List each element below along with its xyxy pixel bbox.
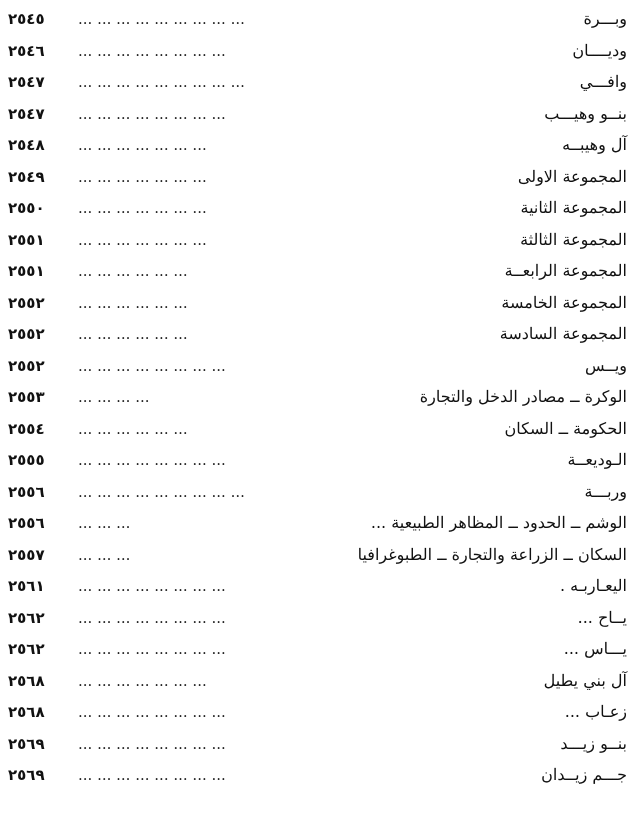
toc-entry-leader-dots: ... ... ... ... ... ... ... ... xyxy=(78,608,226,627)
toc-entry-leader-dots: ... ... ... ... ... ... ... ... xyxy=(78,356,226,375)
toc-entry-page-number: ٢٥٥١ xyxy=(8,262,45,280)
toc-entry-leader-dots: ... ... ... ... ... ... ... ... xyxy=(78,451,226,469)
toc-entry-title: الوكرة ــ مصادر الدخل والتجارة xyxy=(419,387,627,406)
toc-entry-title: المجموعة الرابعــة xyxy=(504,261,627,280)
toc-entry-page-number: ٢٥٥٠ xyxy=(8,199,45,217)
toc-entry-title: بنــو زيـــد xyxy=(560,733,627,753)
toc-entry-leader-dots: ... ... ... ... xyxy=(78,388,150,406)
toc-entry-page-number: ٢٥٥٦ xyxy=(8,514,45,532)
toc-entry-page-number: ٢٥٦٩ xyxy=(8,734,45,753)
toc-entry xyxy=(0,351,637,383)
toc-entry xyxy=(0,67,637,99)
toc-entry-page-number: ٢٥٤٦ xyxy=(8,41,45,60)
toc-entry xyxy=(0,36,637,68)
toc-entry-leader-dots: ... ... ... ... ... ... ... ... ... xyxy=(78,10,245,28)
toc-entry-leader-dots: ... ... ... ... ... ... ... xyxy=(78,199,207,217)
toc-entry-page-number: ٢٥٤٧ xyxy=(8,104,45,123)
toc-entry-leader-dots: ... ... ... ... ... ... ... ... xyxy=(78,577,226,595)
toc-entry-page-number: ٢٥٥١ xyxy=(8,230,45,249)
toc-entry-leader-dots: ... ... ... ... ... ... ... ... xyxy=(78,703,226,721)
toc-entry xyxy=(0,225,637,257)
toc-entry-leader-dots: ... ... ... xyxy=(78,545,131,564)
toc-entry-title: وديــــان xyxy=(572,40,627,60)
toc-entry-leader-dots: ... ... ... ... ... ... ... xyxy=(78,230,207,249)
toc-entry xyxy=(0,571,637,603)
toc-entry xyxy=(0,477,637,509)
toc-entry xyxy=(0,729,637,761)
toc-entry-title: زعـاب ... xyxy=(564,702,627,721)
toc-entry xyxy=(0,99,637,131)
toc-entry-title: يــاح ... xyxy=(577,607,627,627)
toc-entry-title: آل بني يطيل xyxy=(543,670,627,690)
toc-entry-page-number: ٢٥٦١ xyxy=(8,577,45,595)
toc-entry-leader-dots: ... ... ... ... ... ... ... xyxy=(78,136,207,154)
toc-entry xyxy=(0,603,637,635)
toc-entry-page-number: ٢٥٥٦ xyxy=(8,482,45,501)
toc-entry-leader-dots: ... ... ... ... ... ... ... ... xyxy=(78,734,226,753)
toc-entry-page-number: ٢٥٤٩ xyxy=(8,167,45,186)
toc-entry xyxy=(0,130,637,162)
toc-entry-title: جـــم زيــدان xyxy=(541,765,627,784)
toc-entry-title: الوشم ــ الحدود ــ المظاهر الطبيعية ... xyxy=(370,513,627,532)
toc-entry-leader-dots: ... ... ... ... ... ... ... ... xyxy=(78,766,226,784)
toc-entry xyxy=(0,508,637,540)
toc-entry xyxy=(0,445,637,477)
toc-entry-leader-dots: ... ... ... ... ... ... xyxy=(78,262,188,280)
toc-entry-title: السكان ــ الزراعة والتجارة ــ الطبوغرافيا xyxy=(357,544,627,564)
toc-entry-title: المجموعة الخامسة xyxy=(501,292,627,312)
toc-entry-title: المجموعة الاولى xyxy=(517,166,627,186)
toc-entry-title: المجموعة الثالثة xyxy=(520,229,627,249)
toc-entry-leader-dots: ... ... ... ... ... ... xyxy=(78,419,188,438)
toc-entry xyxy=(0,540,637,572)
toc-entry-title: وربـــة xyxy=(584,481,627,501)
toc-entry-leader-dots: ... ... ... ... ... ... xyxy=(78,325,188,343)
toc-entry-leader-dots: ... ... ... ... ... ... ... ... xyxy=(78,104,226,123)
toc-entry xyxy=(0,4,637,36)
toc-entry-page-number: ٢٥٥٣ xyxy=(8,388,45,406)
toc-entry xyxy=(0,319,637,351)
toc-entry-title: يـــاس ... xyxy=(563,639,627,658)
toc-entry-title: الـوديعــة xyxy=(567,450,627,469)
toc-entry-page-number: ٢٥٤٥ xyxy=(8,10,45,28)
toc-entry-title: المجموعة السادسة xyxy=(499,324,627,343)
toc-entry-title: بنــو وهيـــب xyxy=(544,103,627,123)
toc-entry xyxy=(0,288,637,320)
toc-entry-page-number: ٢٥٦٩ xyxy=(8,766,45,784)
toc-entry-page-number: ٢٥٥٢ xyxy=(8,325,45,343)
toc-entry-title: الحكومة ــ السكان xyxy=(504,418,627,438)
toc-entry-page-number: ٢٥٦٨ xyxy=(8,703,45,721)
toc-entry-page-number: ٢٥٦٢ xyxy=(8,608,45,627)
toc-entry xyxy=(0,697,637,729)
toc-entry xyxy=(0,760,637,792)
toc-entry xyxy=(0,414,637,446)
toc-entry-page-number: ٢٥٥٤ xyxy=(8,419,45,438)
toc-entry xyxy=(0,193,637,225)
toc-entry-title: ويــس xyxy=(585,355,627,375)
toc-entry-leader-dots: ... ... ... ... ... ... ... ... ... xyxy=(78,73,245,91)
toc-entry-title: وبـــرة xyxy=(583,9,627,28)
toc-entry-page-number: ٢٥٥٢ xyxy=(8,293,45,312)
toc-entry-page-number: ٢٥٥٥ xyxy=(8,451,45,469)
toc-entry-leader-dots: ... ... ... xyxy=(78,514,131,532)
toc-entry-page-number: ٢٥٥٧ xyxy=(8,545,45,564)
toc-entry-page-number: ٢٥٥٢ xyxy=(8,356,45,375)
toc-entry xyxy=(0,256,637,288)
toc-entry-leader-dots: ... ... ... ... ... ... xyxy=(78,293,188,312)
toc-entry-leader-dots: ... ... ... ... ... ... ... xyxy=(78,167,207,186)
toc-entry-title: اليعـاربـه . xyxy=(559,576,627,595)
toc-entry xyxy=(0,162,637,194)
toc-entry-leader-dots: ... ... ... ... ... ... ... ... xyxy=(78,640,226,658)
toc-entry-page-number: ٢٥٦٢ xyxy=(8,640,45,658)
toc-entry xyxy=(0,382,637,414)
toc-entry xyxy=(0,634,637,666)
toc-entry xyxy=(0,666,637,698)
toc-entry-page-number: ٢٥٤٧ xyxy=(8,73,45,91)
toc-entry-title: آل وهيبــه xyxy=(562,135,627,154)
toc-entry-title: وافـــي xyxy=(579,72,627,91)
toc-entry-page-number: ٢٥٦٨ xyxy=(8,671,45,690)
toc-entry-title: المجموعة الثانية xyxy=(520,198,627,217)
toc-entry-leader-dots: ... ... ... ... ... ... ... xyxy=(78,671,207,690)
toc-entry-leader-dots: ... ... ... ... ... ... ... ... xyxy=(78,41,226,60)
toc-entry-page-number: ٢٥٤٨ xyxy=(8,136,45,154)
toc-entry-leader-dots: ... ... ... ... ... ... ... ... ... xyxy=(78,482,245,501)
